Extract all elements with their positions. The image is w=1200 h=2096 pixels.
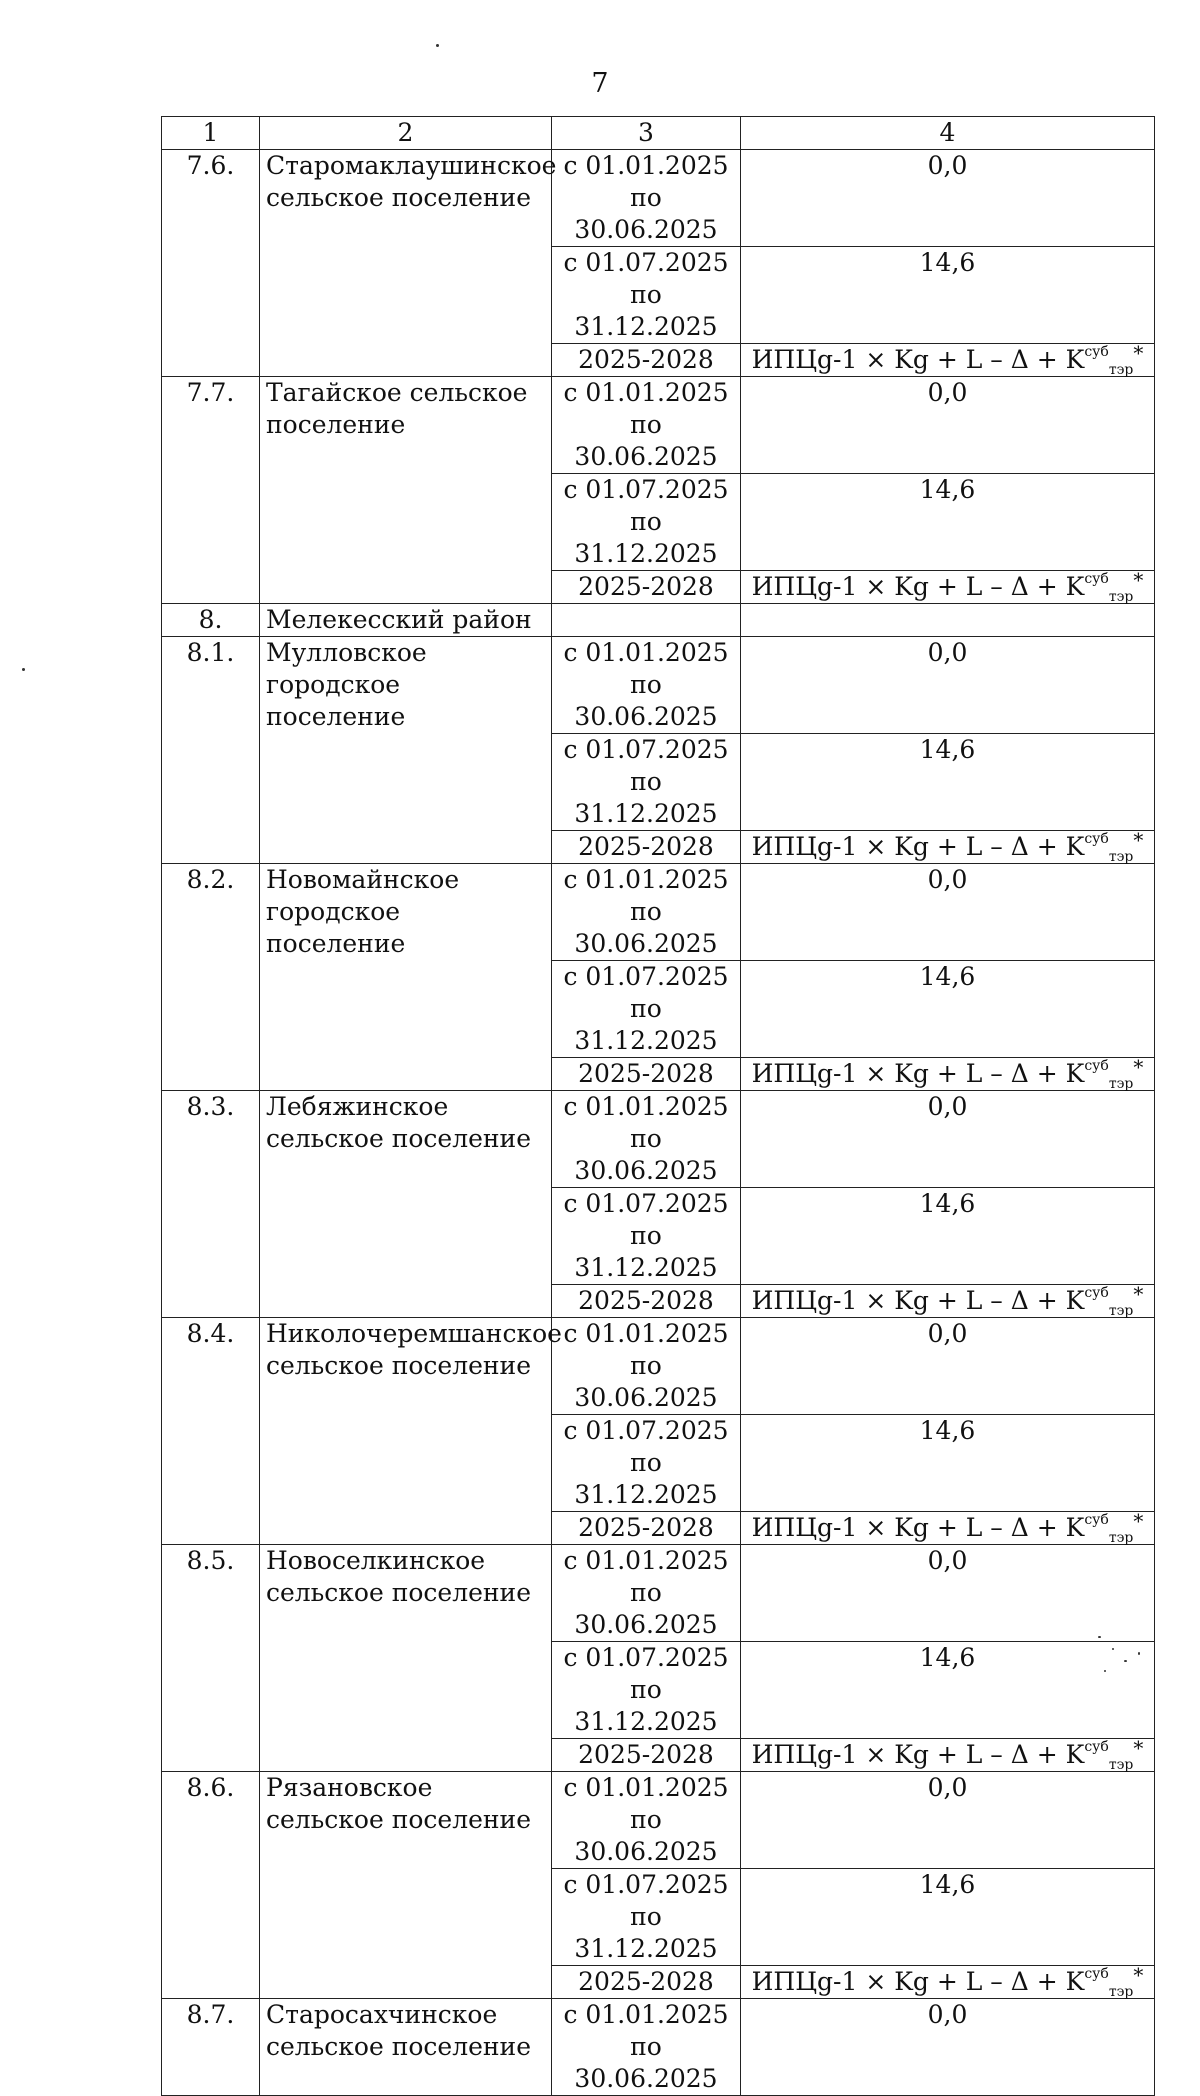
formula-superscript: суб — [1084, 1285, 1109, 1301]
period-cell: с 01.01.2025 по 30.06.2025 — [552, 1545, 741, 1642]
period-cell: 2025-2028 — [552, 344, 741, 377]
footnote-mark: * — [1133, 1282, 1144, 1306]
scan-speck — [436, 44, 439, 47]
period-cell — [552, 604, 741, 637]
period-cell: с 01.07.2025 по 31.12.2025 — [552, 1869, 741, 1966]
table-row — [162, 150, 1155, 247]
table-row — [162, 377, 1155, 474]
formula-text: ИПЦg-1 × Kg + L – Δ + K — [751, 345, 1085, 374]
settlement-name: Николочеремшанское сельское поселение — [260, 1318, 552, 1545]
formula-cell — [741, 1736, 1155, 1773]
value-cell: 0,0 — [741, 1091, 1155, 1188]
table-header-row — [162, 117, 1155, 150]
footnote-mark: * — [1133, 568, 1144, 592]
formula-superscript: суб — [1084, 1512, 1109, 1528]
formula-subscript: тэр — [1108, 1984, 1134, 2000]
value-cell: 0,0 — [741, 1999, 1155, 2096]
formula-subscript: тэр — [1108, 1303, 1134, 1319]
footnote-mark: * — [1133, 1509, 1144, 1533]
scan-speck — [1098, 1636, 1101, 1638]
value-cell: 14,6 — [741, 1415, 1155, 1512]
formula-cell — [741, 1963, 1155, 2000]
formula-subscript: тэр — [1108, 1757, 1134, 1773]
table-row — [162, 1545, 1155, 1642]
formula-text: ИПЦg-1 × Kg + L – Δ + K — [751, 1513, 1085, 1542]
period-cell: 2025-2028 — [552, 1058, 741, 1091]
table-row — [162, 1999, 1155, 2096]
value-cell: 0,0 — [741, 637, 1155, 734]
table-row — [162, 1772, 1155, 1869]
period-cell: с 01.01.2025 по 30.06.2025 — [552, 864, 741, 961]
period-cell: 2025-2028 — [552, 1739, 741, 1772]
formula-subscript: тэр — [1108, 1076, 1134, 1092]
value-cell: 14,6 — [741, 961, 1155, 1058]
formula-text: ИПЦg-1 × Kg + L – Δ + K — [751, 1740, 1085, 1769]
value-cell: 0,0 — [741, 377, 1155, 474]
item-number: 8.5. — [162, 1545, 260, 1772]
period-cell: с 01.07.2025 по 31.12.2025 — [552, 961, 741, 1058]
header-cell: 1 — [162, 117, 260, 150]
page-number: 7 — [591, 68, 609, 99]
footnote-mark: * — [1133, 1055, 1144, 1079]
item-number: 8.4. — [162, 1318, 260, 1545]
item-number: 8.6. — [162, 1772, 260, 1999]
item-number: 8. — [162, 604, 260, 637]
scan-speck — [22, 668, 25, 671]
value-cell: 0,0 — [741, 1772, 1155, 1869]
formula-subscript: тэр — [1108, 362, 1134, 378]
table-row — [162, 1318, 1155, 1415]
period-cell: 2025-2028 — [552, 831, 741, 864]
period-cell: 2025-2028 — [552, 571, 741, 604]
formula-cell — [741, 828, 1155, 865]
value-cell — [741, 604, 1155, 637]
formula-cell — [741, 1509, 1155, 1546]
formula-superscript: суб — [1084, 571, 1109, 587]
formula-cell — [741, 568, 1155, 605]
period-cell: с 01.01.2025 по 30.06.2025 — [552, 1999, 741, 2096]
formula-text: ИПЦg-1 × Kg + L – Δ + K — [751, 1059, 1085, 1088]
period-cell: с 01.01.2025 по 30.06.2025 — [552, 150, 741, 247]
period-cell: с 01.01.2025 по 30.06.2025 — [552, 1772, 741, 1869]
value-cell: 14,6 — [741, 734, 1155, 831]
formula-superscript: суб — [1084, 831, 1109, 847]
value-cell: 14,6 — [741, 474, 1155, 571]
formula-superscript: суб — [1084, 1058, 1109, 1074]
formula-subscript: тэр — [1108, 589, 1134, 605]
value-cell: 0,0 — [741, 1318, 1155, 1415]
settlement-name: Новоселкинское сельское поселение — [260, 1545, 552, 1772]
period-cell: с 01.01.2025 по 30.06.2025 — [552, 1318, 741, 1415]
footnote-mark: * — [1133, 828, 1144, 852]
formula-text: ИПЦg-1 × Kg + L – Δ + K — [751, 832, 1085, 861]
value-cell: 0,0 — [741, 1545, 1155, 1642]
settlement-name: Старомаклаушинское сельское поселение — [260, 150, 552, 377]
formula-text: ИПЦg-1 × Kg + L – Δ + K — [751, 572, 1085, 601]
settlement-name: Старосахчинское сельское поселение — [260, 1999, 552, 2096]
formula-text: ИПЦg-1 × Kg + L – Δ + K — [751, 1286, 1085, 1315]
formula-cell — [741, 1282, 1155, 1319]
header-cell: 3 — [552, 117, 741, 150]
scan-speck — [1104, 1670, 1106, 1672]
period-cell: 2025-2028 — [552, 1285, 741, 1318]
value-cell: 0,0 — [741, 150, 1155, 247]
formula-superscript: суб — [1084, 344, 1109, 360]
value-cell: 0,0 — [741, 864, 1155, 961]
period-cell: с 01.07.2025 по 31.12.2025 — [552, 474, 741, 571]
settlement-name: Мелекесский район — [260, 604, 552, 637]
formula-cell — [741, 1055, 1155, 1092]
period-cell: 2025-2028 — [552, 1512, 741, 1545]
item-number: 8.1. — [162, 637, 260, 864]
value-cell: 14,6 — [741, 247, 1155, 344]
item-number: 7.7. — [162, 377, 260, 604]
scan-speck — [1124, 1660, 1127, 1662]
period-cell: с 01.07.2025 по 31.12.2025 — [552, 1415, 741, 1512]
period-cell: с 01.07.2025 по 31.12.2025 — [552, 247, 741, 344]
footnote-mark: * — [1133, 1963, 1144, 1987]
scan-speck — [1138, 1652, 1140, 1655]
footnote-mark: * — [1133, 341, 1144, 365]
period-cell: с 01.01.2025 по 30.06.2025 — [552, 377, 741, 474]
formula-superscript: суб — [1084, 1966, 1109, 1982]
formula-superscript: суб — [1084, 1739, 1109, 1755]
value-cell: 14,6 — [741, 1869, 1155, 1966]
formula-subscript: тэр — [1108, 1530, 1134, 1546]
item-number: 8.3. — [162, 1091, 260, 1318]
period-cell: с 01.07.2025 по 31.12.2025 — [552, 734, 741, 831]
value-cell: 14,6 — [741, 1188, 1155, 1285]
period-cell: 2025-2028 — [552, 1966, 741, 1999]
value-cell: 14,6 — [741, 1642, 1155, 1739]
table-row — [162, 1091, 1155, 1188]
period-cell: с 01.01.2025 по 30.06.2025 — [552, 637, 741, 734]
settlement-name: Лебяжинское сельское поселение — [260, 1091, 552, 1318]
item-number: 7.6. — [162, 150, 260, 377]
period-cell: с 01.01.2025 по 30.06.2025 — [552, 1091, 741, 1188]
settlement-name: Рязановское сельское поселение — [260, 1772, 552, 1999]
table-row — [162, 864, 1155, 961]
table-row — [162, 637, 1155, 734]
tariff-table — [161, 116, 1155, 2096]
formula-cell — [741, 341, 1155, 378]
header-cell: 2 — [260, 117, 552, 150]
table-row — [162, 604, 1155, 637]
period-cell: с 01.07.2025 по 31.12.2025 — [552, 1188, 741, 1285]
header-cell: 4 — [741, 117, 1155, 150]
settlement-name: Тагайское сельское поселение — [260, 377, 552, 604]
period-cell: с 01.07.2025 по 31.12.2025 — [552, 1642, 741, 1739]
item-number: 8.2. — [162, 864, 260, 1091]
formula-text: ИПЦg-1 × Kg + L – Δ + K — [751, 1967, 1085, 1996]
scan-speck — [1112, 1648, 1114, 1650]
footnote-mark: * — [1133, 1736, 1144, 1760]
settlement-name: Новомайнское городское поселение — [260, 864, 552, 1091]
formula-subscript: тэр — [1108, 849, 1134, 865]
settlement-name: Мулловское городское поселение — [260, 637, 552, 864]
item-number: 8.7. — [162, 1999, 260, 2096]
